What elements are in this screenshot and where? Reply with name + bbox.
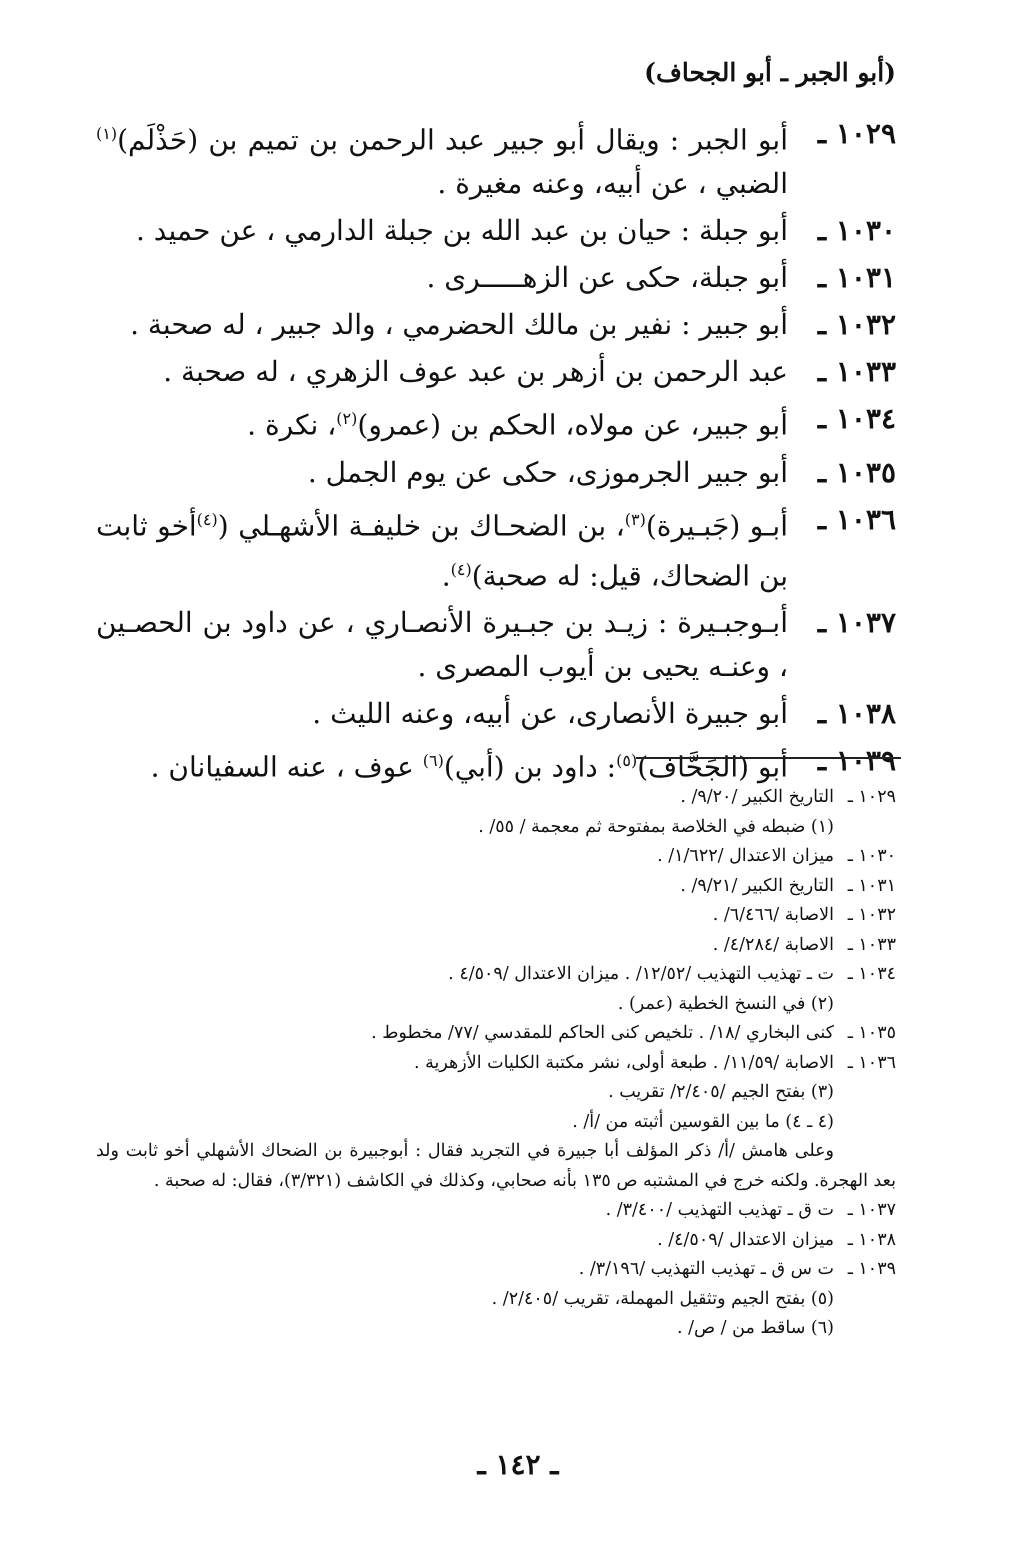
entry-text: عبد الرحمن بن أزهر بن عبد عوف الزهري ، له صحبة . [163, 355, 788, 389]
footnote-number: ١٠٣٩ ـ [847, 1259, 896, 1279]
footnote-text: ميزان الاعتدال /١/٦٢٢/ . [657, 846, 834, 866]
entry-number: ١٠٣٠ ـ [817, 214, 896, 248]
footnote-text: (٣) بفتح الجيم /٢/٤٠٥/ تقريب . [608, 1082, 834, 1102]
footnote-text: (٥) بفتح الجيم وتثقيل المهملة، تقريب /٢/٤٠٥/ . [491, 1288, 834, 1309]
entry-number: ١٠٣٣ ـ [817, 355, 896, 389]
entry [96, 397, 896, 447]
footnote-number: ١٠٣٠ ـ [847, 846, 896, 866]
entry-text-part: أبـو (جَبـيرة) [645, 508, 788, 542]
footnote-row [96, 1049, 896, 1079]
footnote-number [834, 1314, 896, 1344]
entry-number: ١٠٣١ ـ [817, 261, 896, 295]
entry-text [96, 112, 788, 206]
entry-number: ١٠٣٤ ـ [817, 402, 896, 436]
entry-text: أبو جبير : نفير بن مالك الحضرمي ، والد جبير ، له صحبة . [130, 308, 788, 342]
entry-text [96, 498, 788, 599]
footnote-number [834, 1108, 896, 1138]
entry-text-part: ، بن الضحـاك بن خليفـة الأشهـلي ( [217, 508, 625, 542]
footnote-row [96, 1196, 896, 1226]
entry-number: ١٠٣٥ ـ [817, 455, 896, 489]
footnote-number: ١٠٣٤ ـ [847, 964, 896, 984]
footnote-row [96, 931, 896, 961]
entry-text-part: . [441, 559, 451, 593]
footnote-text: (٢) في النسخ الخطية (عمر) . [617, 993, 834, 1014]
footnote-number: ١٠٣٧ ـ [847, 1200, 896, 1220]
footnote-row [96, 1078, 896, 1108]
footnote-text: ت س ق ـ تهذيب التهذيب /٣/١٩٦/ . [578, 1259, 834, 1279]
footnote-text: (٤ ـ ٤) ما بين القوسين أثبته من /أ/ . [572, 1111, 834, 1132]
footnote-number [834, 1285, 896, 1315]
footnote-row [96, 960, 896, 990]
entry [96, 350, 896, 394]
footnote-text: ميزان الاعتدال /٤/٥٠٩/ . [657, 1229, 834, 1250]
footnote-row [96, 1226, 896, 1256]
footnote-number [834, 813, 896, 843]
entry-number: ١٠٣٢ ـ [817, 308, 896, 342]
page-number: ـ ١٤٢ ـ [477, 1448, 559, 1481]
entry [96, 256, 896, 300]
entry-text: أبـوجبـيرة : زيـد بن جبـيرة الأنصـاري ، عن داود بن الحصـين ، وعنـه يحيى بن أيوب المصرى . [96, 606, 788, 684]
footnote-text: الاصابة /٦/٤٦٦/ . [712, 905, 834, 925]
entry-number: ١٠٣٧ ـ [817, 606, 896, 640]
running-head: (أبو الجبر ـ أبو الجحاف) [644, 58, 896, 87]
entry [96, 692, 896, 736]
footnote-text: الاصابة /٤/٢٨٤/ . [712, 934, 834, 955]
footnote-number [834, 1078, 896, 1108]
entry-text: أبو جبلة، حكى عن الزهـــــرى . [426, 261, 788, 295]
footnote-paragraph: وعلى هامش /أ/ ذكر المؤلف أبا جبيرة في التجريد فقال : أبوجبيرة بن الضحاك الأشهلي أخو ثابت ولد بعد الهجرة. ولكنه خرج في المشتبه ص ١٣٥ بأنه صحابي، وكذلك في الكاشف (٣/٣٢١)، فقال: له صحبة . [96, 1141, 896, 1191]
footnote-ref: (٤) [450, 559, 472, 579]
footnote-number: ١٠٣٢ ـ [847, 905, 896, 925]
entry [96, 303, 896, 347]
footnote-number: ١٠٣٥ ـ [847, 1023, 896, 1043]
footnote-row [96, 1108, 896, 1138]
footnote-row [96, 990, 896, 1020]
footnote-text: التاريخ الكبير /٩/٢١/ . [680, 875, 834, 896]
entry [96, 209, 896, 253]
footnote-text: ت ـ تهذيب التهذيب /١٢/٥٢/ . ميزان الاعتدال /٤/٥٠٩ . [448, 964, 834, 984]
entry-number: ١٠٢٩ ـ [817, 117, 896, 150]
footnote-text: (٦) ساقط من / ص/ . [676, 1318, 834, 1338]
footnote-ref: (٦) [422, 751, 444, 771]
entry-text-part: الضبي ، عن أبيه، وعنه مغيرة . [437, 167, 788, 201]
entry-text-part: عوف ، عنه السفيانان . [150, 750, 423, 784]
footnote-number: ١٠٣٨ ـ [847, 1229, 896, 1250]
footnote-number: ١٠٣٣ ـ [847, 934, 896, 955]
footnote-row [96, 783, 896, 813]
entry-text-part: : داود بن (أبي) [443, 750, 617, 784]
entries-list [96, 112, 896, 793]
footnote-number: ١٠٢٩ ـ [847, 787, 896, 807]
footnote-number [834, 990, 896, 1020]
footnote-row [96, 872, 896, 902]
footnote-row [96, 1314, 896, 1344]
footnote-ref: (٤) [196, 509, 218, 529]
entry-text: أبو جبيرة الأنصارى، عن أبيه، وعنه الليث . [312, 697, 788, 731]
footnotes [96, 783, 896, 1344]
entry-text: أبو جبلة : حيان بن عبد الله بن جبلة الدارمي ، عن حميد . [135, 214, 788, 248]
footnote-text: التاريخ الكبير /٩/٢٠/ . [680, 787, 834, 807]
entry-text-part: أخو ثابت بن الضحاك، قيل: له صحبة) [96, 508, 788, 593]
footnote-ref: (١) [96, 124, 118, 143]
footnote-text: (١) ضبطه في الخلاصة بمفتوحة ثم معجمة / ٥٥/ . [478, 816, 834, 837]
footnote-number: ١٠٣١ ـ [847, 875, 896, 896]
footnote-ref: (٥) [616, 751, 638, 771]
footnote-row [96, 901, 896, 931]
entry-text: أبو جبير الجرموزى، حكى عن يوم الجمل . [307, 455, 788, 489]
entry-text-part: ، نكرة . [247, 408, 337, 442]
footnote-row [96, 1255, 896, 1285]
entry-text [96, 397, 788, 447]
entry-number: ١٠٣٩ ـ [817, 744, 896, 778]
entry-text-part: أبو جبير، عن مولاه، الحكم بن (عمرو) [357, 408, 788, 442]
entry-number: ١٠٣٦ ـ [817, 502, 896, 536]
entry [96, 451, 896, 495]
entry-text-part: أبو الجبر : ويقال أبو جبير عبد الرحمن بن تميم بن (حَذْلَم) [117, 123, 788, 157]
footnote-ref: (٣) [624, 509, 646, 529]
footnote-divider [636, 757, 901, 759]
entry [96, 601, 896, 689]
footnote-row [96, 1019, 896, 1049]
footnote-text: الاصابة /١١/٥٩/ . طبعة أولى، نشر مكتبة الكليات الأزهرية . [414, 1052, 834, 1073]
footnote-text: ت ق ـ تهذيب التهذيب /٣/٤٠٠/ . [605, 1200, 834, 1220]
footnote-row [96, 842, 896, 872]
footnote-ref: (٢) [336, 409, 358, 429]
footnote-row [96, 1285, 896, 1315]
entry [96, 498, 896, 599]
footnote-text: كنى البخاري /١٨/ . تلخيص كنى الحاكم للمقدسي /٧٧/ مخطوط . [371, 1023, 834, 1043]
footnote-number: ١٠٣٦ ـ [847, 1052, 896, 1073]
footnote-row [96, 813, 896, 843]
entry-text-part: أبو (الجَحَّاف) [637, 750, 788, 784]
entry [96, 112, 896, 206]
entry-number: ١٠٣٨ ـ [817, 697, 896, 731]
